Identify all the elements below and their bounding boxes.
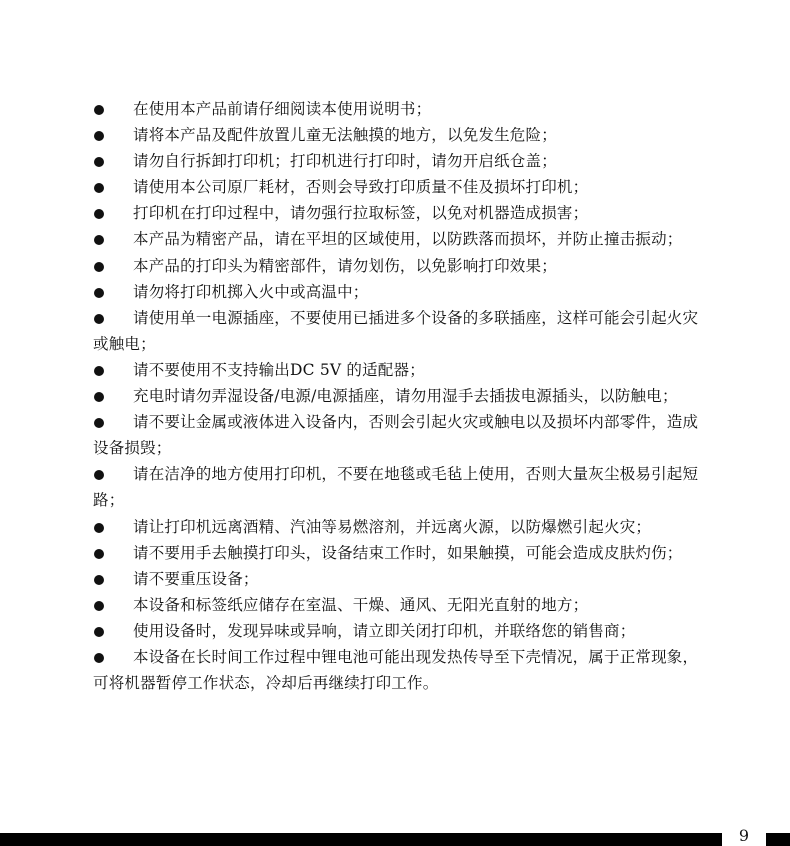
bullet-icon xyxy=(93,148,133,174)
list-item-text: 本设备和标签纸应储存在室温、干燥、通风、无阳光直射的地方； xyxy=(133,595,589,614)
bullet-icon xyxy=(93,566,133,592)
list-item xyxy=(93,618,708,644)
list-item-text: 请使用本公司原厂耗材，否则会导致打印质量不佳及损坏打印机； xyxy=(133,178,589,197)
list-item-text: 请不要让金属或液体进入设备内，否则会引起火灾或触电以及损坏内部零件，造成设备损毁； xyxy=(93,413,699,458)
list-item xyxy=(93,357,708,383)
page-number: 9 xyxy=(738,826,750,845)
list-item xyxy=(93,122,708,148)
safety-instructions-list xyxy=(93,96,708,696)
list-item-text: 请不要使用不支持输出DC 5V 的适配器； xyxy=(133,360,425,379)
list-item xyxy=(93,566,708,592)
list-item-text: 请勿将打印机掷入火中或高温中； xyxy=(133,282,369,301)
list-item-text: 在使用本产品前请仔细阅读本使用说明书； xyxy=(133,100,432,118)
list-item xyxy=(93,96,708,122)
list-item xyxy=(93,409,708,461)
bullet-icon xyxy=(93,618,133,644)
list-item-text: 请让打印机远离酒精、汽油等易燃溶剂，并远离火源，以防爆燃引起火灾； xyxy=(133,517,652,536)
bullet-icon xyxy=(93,174,133,200)
list-item-text: 本产品为精密产品，请在平坦的区域使用，以防跌落而损坏，并防止撞击振动； xyxy=(133,230,683,249)
list-item xyxy=(93,279,708,305)
list-item xyxy=(93,644,708,696)
bullet-icon xyxy=(93,253,133,279)
list-item xyxy=(93,200,708,226)
bullet-icon xyxy=(93,226,133,252)
bullet-icon xyxy=(93,357,133,383)
list-item-text: 本设备在长时间工作过程中锂电池可能出现发热传导至下壳情况，属于正常现象，可将机器暂停工作状态，冷却后再继续打印工作。 xyxy=(93,647,699,693)
list-item xyxy=(93,305,708,357)
list-item-text: 请使用单一电源插座，不要使用已插进多个设备的多联插座，这样可能会引起火灾或触电； xyxy=(93,308,699,353)
footer-bar-left xyxy=(0,833,722,846)
list-item xyxy=(93,148,708,174)
list-item-text: 使用设备时，发现异味或异响，请立即关闭打印机，并联络您的销售商； xyxy=(133,621,636,640)
bullet-icon xyxy=(93,514,133,540)
list-item xyxy=(93,174,708,200)
bullet-icon xyxy=(93,644,133,670)
bullet-icon xyxy=(93,540,133,566)
list-item xyxy=(93,253,708,279)
list-item xyxy=(93,383,708,409)
list-item-text: 请勿自行拆卸打印机；打印机进行打印时，请勿开启纸仓盖； xyxy=(133,152,557,171)
bullet-icon xyxy=(93,409,133,435)
bullet-icon xyxy=(93,200,133,226)
list-item-text: 请不要重压设备； xyxy=(133,569,259,588)
list-item-text: 充电时请勿弄湿设备/电源/电源插座，请勿用湿手去插拔电源插头，以防触电； xyxy=(133,387,678,406)
bullet-icon xyxy=(93,279,133,305)
list-item xyxy=(93,461,708,513)
list-item xyxy=(93,540,708,566)
list-item-text: 请在洁净的地方使用打印机，不要在地毯或毛毡上使用，否则大量灰尘极易引起短路； xyxy=(93,465,699,510)
list-item-text: 请将本产品及配件放置儿童无法触摸的地方，以免发生危险； xyxy=(133,126,557,145)
bullet-icon xyxy=(93,96,133,122)
list-item xyxy=(93,226,708,252)
bullet-icon xyxy=(93,461,133,487)
bullet-icon xyxy=(93,592,133,618)
bullet-icon xyxy=(93,122,133,148)
list-item-text: 本产品的打印头为精密部件，请勿划伤，以免影响打印效果； xyxy=(133,256,557,275)
list-item-text: 请不要用手去触摸打印头，设备结束工作时，如果触摸，可能会造成皮肤灼伤； xyxy=(133,543,683,562)
list-item xyxy=(93,514,708,540)
bullet-icon xyxy=(93,305,133,331)
list-item-text: 打印机在打印过程中，请勿强行拉取标签，以免对机器造成损害； xyxy=(133,204,589,223)
list-item xyxy=(93,592,708,618)
footer-bar-right xyxy=(766,833,790,846)
bullet-icon xyxy=(93,383,133,409)
